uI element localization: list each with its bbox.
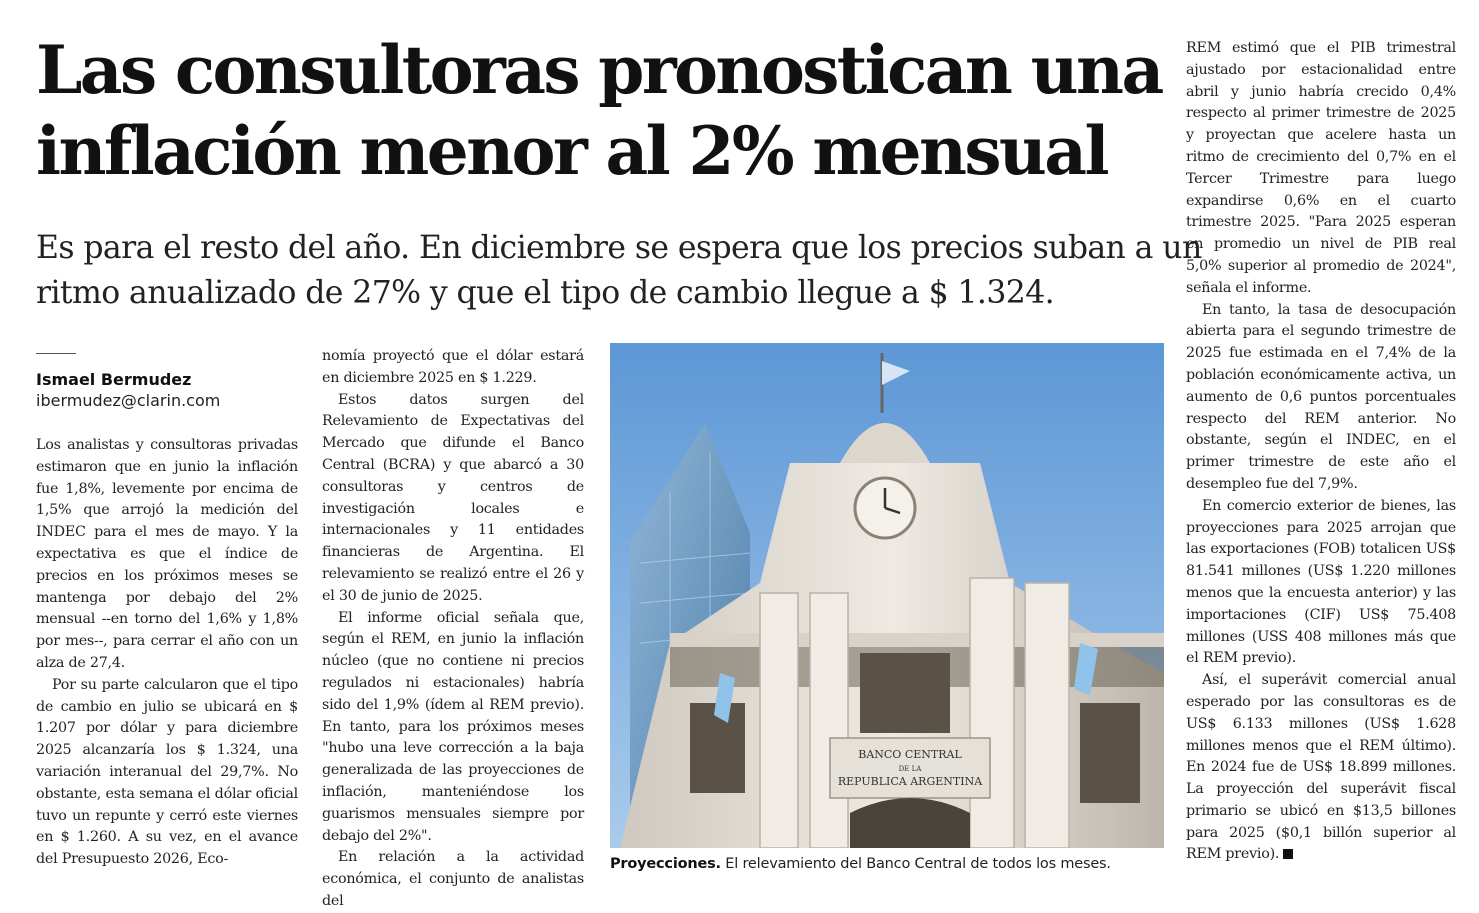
byline-rule: [36, 353, 76, 354]
byline-email: ibermudez@clarin.com: [36, 391, 221, 410]
subheadline-line-2: ritmo anualizado de 27% y que el tipo de cambio llegue a $ 1.324.: [36, 275, 1055, 311]
photo-illustration: [610, 343, 1164, 848]
article-column-2: [322, 346, 584, 913]
paragraph: nomía proyectó que el dólar estará en diciembre 2025 en $ 1.229.: [322, 348, 584, 386]
paragraph: Por su parte calcularon que el tipo de cambio en julio se ubicará en $ 1.207 por dólar y para diciembre 2025 alcanzaría los $ 1.324, una variación interanual del 29,7%. No obstante, esta semana el dólar oficial tuvo un repunte y cerró este viernes en $ 1.260. A su vez, en el avance del Presupuesto 2026, Eco-: [36, 676, 298, 868]
photo-banco-central: [610, 343, 1164, 848]
article-column-4: [1186, 38, 1456, 866]
headline-line-1: Las consultoras pronostican una: [36, 31, 1162, 109]
byline-author: Ismael Bermudez: [36, 370, 192, 389]
paragraph: En comercio exterior de bienes, las proyecciones para 2025 arrojan que las exportaciones (FOB) totalicen US$ 81.541 millones (US$ 1.220 millones menos que la encuesta anterior) y las importaciones (CIF) US$ 75.408 millones (USS 408 millones más que el REM previo).: [1186, 497, 1456, 667]
paragraph: REM estimó que el PIB trimestral ajustado por estacionalidad entre abril y junio habría crecido 0,4% respecto al primer trimestre de 2025 y proyectan que acelere hasta un ritmo de crecimiento del 0,7% en el Tercer Trimestre para luego expandirse 0,6% en el cuarto trimestre 2025. "Para 2025 esperan en promedio un nivel de PIB real 5,0% superior al promedio de 2024", señala el informe.: [1186, 40, 1456, 296]
headline: [36, 30, 1166, 192]
caption-text: El relevamiento del Banco Central de todos los meses.: [725, 856, 1111, 872]
paragraph: Así, el superávit comercial anual esperado por las consultoras es de US$ 6.133 millones (US$ 1.628 millones menos que el REM último). En 2024 fue de US$ 18.899 millones. La proyección del superávit fiscal primario se ubicó en $13,5 billones para 2025 ($0,1 billón superior al REM previo).: [1186, 672, 1456, 863]
sign-line-3: REPUBLICA ARGENTINA: [837, 775, 983, 788]
sign-line-1: BANCO CENTRAL: [858, 748, 962, 761]
sign-line-2: DE LA: [898, 765, 922, 773]
paragraph: En relación a la actividad económica, el conjunto de analistas del: [322, 849, 584, 909]
article-column-1: [36, 435, 298, 871]
paragraph: El informe oficial señala que, según el REM, en junio la inflación núcleo (que no contiene ni precios regulados ni estacionales) habría sido del 1,9% (ídem al REM previo). En tanto, para los próximos meses "hubo una leve corrección a la baja generalizada de las proyecciones de inflación, manteniéndose los guarismos mensuales siempre por debajo del 2%".: [322, 609, 584, 844]
paragraph-with-endmark: [1186, 670, 1456, 866]
subheadline-line-1: Es para el resto del año. En diciembre se espera que los precios suban a un: [36, 230, 1202, 266]
caption-lead: Proyecciones.: [610, 856, 721, 872]
subheadline: [36, 226, 1202, 316]
paragraph: Estos datos surgen del Relevamiento de Expectativas del Mercado que difunde el Banco Central (BCRA) y que abarcó a 30 consultoras y centros de investigación locales e internacionales y 11 entidades financieras de Argentina. El relevamiento se realizó entre el 26 y el 30 de junio de 2025.: [322, 391, 584, 604]
headline-line-2: inflación menor al 2% mensual: [36, 112, 1107, 190]
paragraph: En tanto, la tasa de desocupación abierta para el segundo trimestre de 2025 fue estimada en el 7,4% de la población económicamente activa, un aumento de 0,6 puntos porcentuales respecto del REM anterior. No obstante, según el INDEC, en el primer trimestre de este año el desempleo fue del 7,9%.: [1186, 301, 1456, 492]
paragraph: Los analistas y consultoras privadas estimaron que en junio la inflación fue 1,8%, levemente por encima de 1,5% que arrojó la medición del INDEC para el mes de mayo. Y la expectativa es que el índice de precios en los próximos meses se mantenga por debajo del 2% mensual --en torno del 1,6% y 1,8% por mes--, para cerrar el año con un alza de 27,4.: [36, 437, 298, 671]
photo-caption: [610, 853, 1170, 875]
end-of-article-mark: [1283, 849, 1293, 859]
